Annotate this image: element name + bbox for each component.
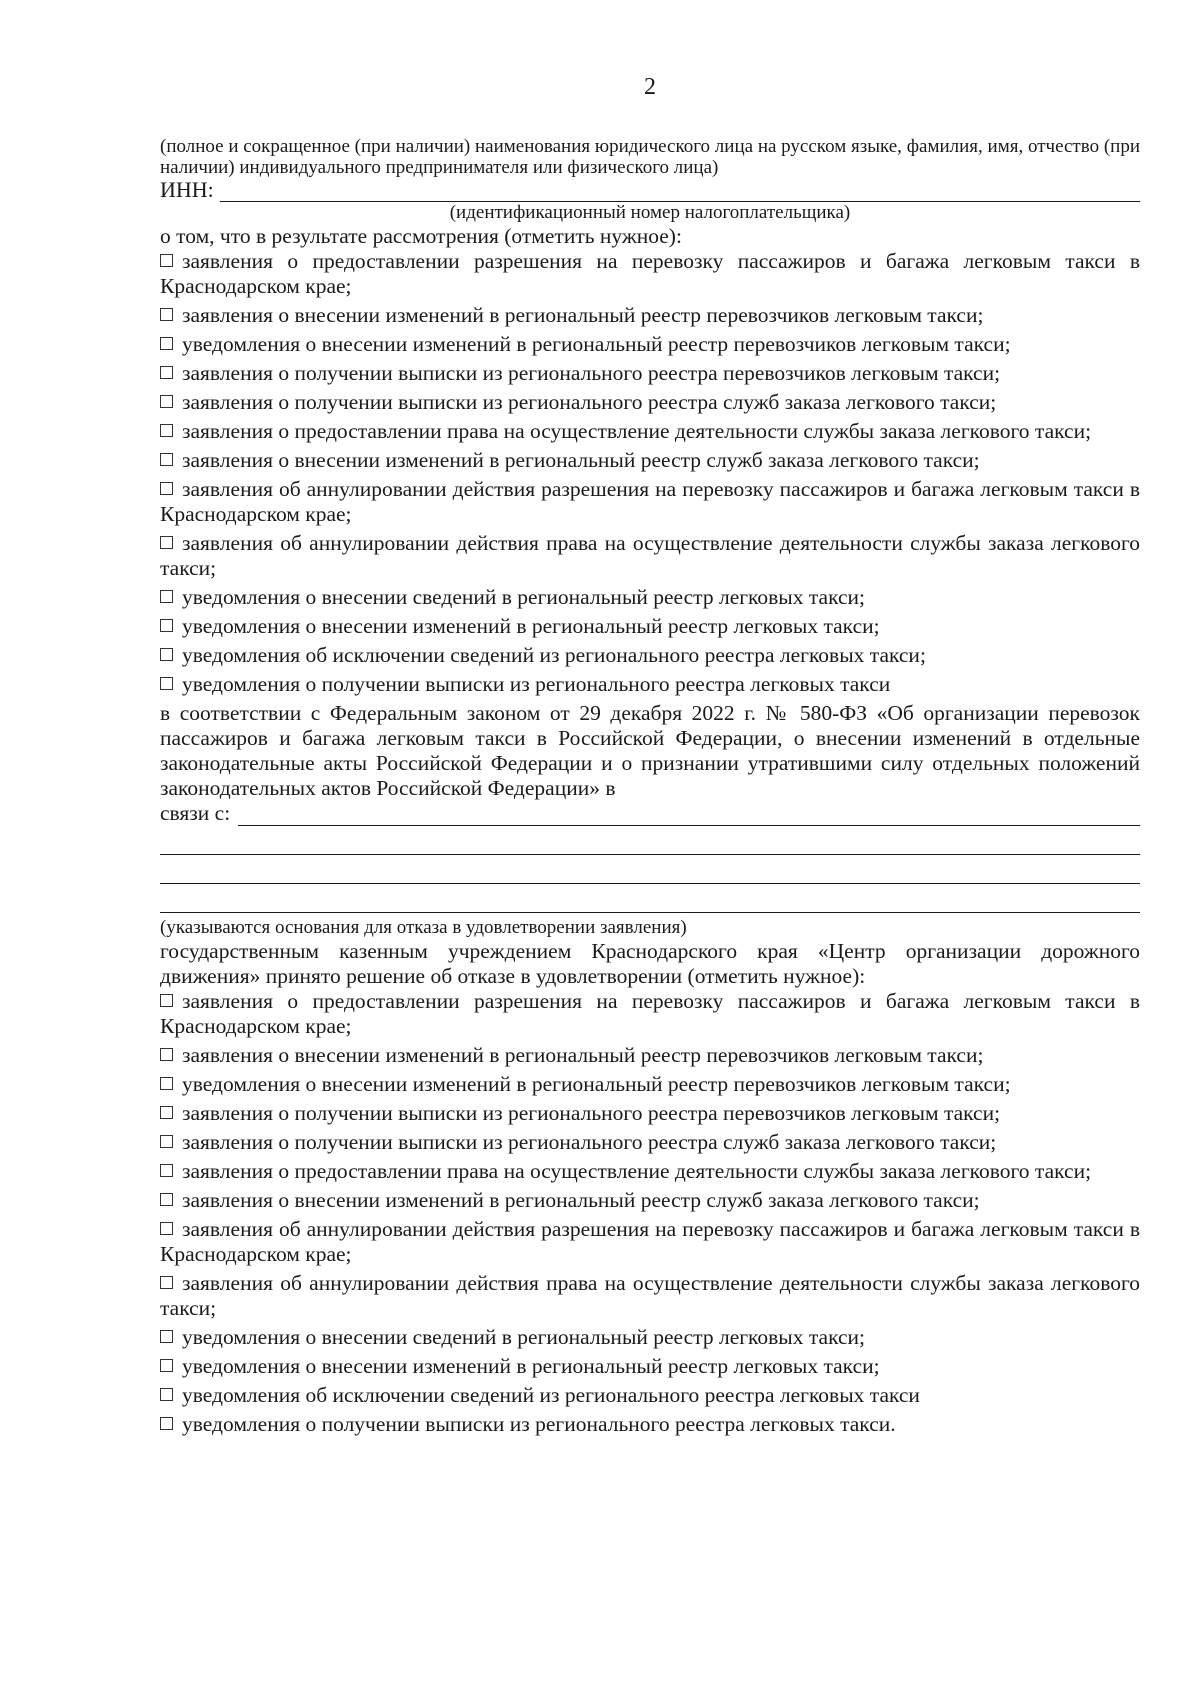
checkbox[interactable]	[160, 677, 173, 690]
checklist-item-text: заявления о внесении изменений в региональный реестр служб заказа легкового такси;	[182, 448, 980, 472]
inn-field[interactable]	[220, 183, 1140, 202]
checklist-item	[160, 1188, 1140, 1213]
checkbox[interactable]	[160, 619, 173, 632]
checkbox[interactable]	[160, 994, 173, 1007]
checklist-item-text: заявления о внесении изменений в региональный реестр перевозчиков легковым такси;	[182, 303, 984, 327]
checkbox[interactable]	[160, 648, 173, 661]
checklist-item	[160, 1130, 1140, 1155]
checklist-item-text: заявления о получении выписки из регионального реестра перевозчиков легковым такси;	[182, 1101, 1001, 1125]
checklist-item	[160, 1072, 1140, 1097]
reason-note: (указываются основания для отказа в удовлетворении заявления)	[160, 917, 687, 938]
checklist-item	[160, 1412, 1140, 1437]
checklist-item-text: заявления о получении выписки из регионального реестра служб заказа легкового такси;	[182, 1130, 997, 1154]
checklist-item	[160, 672, 1140, 697]
checklist-item-text: заявления о предоставлении права на осуществление деятельности службы заказа легкового такси;	[182, 419, 1092, 443]
checklist-item-text: заявления об аннулировании действия разрешения на перевозку пассажиров и багажа легковым такси в Краснодарском крае;	[160, 477, 1140, 526]
checklist-item-text: уведомления о внесении изменений в региональный реестр перевозчиков легковым такси;	[182, 1072, 1011, 1096]
page-number: 2	[644, 74, 656, 100]
checkbox[interactable]	[160, 1359, 173, 1372]
checklist-item	[160, 614, 1140, 639]
checklist-item-text: уведомления об исключении сведений из регионального реестра легковых такси;	[182, 643, 926, 667]
checkbox[interactable]	[160, 1106, 173, 1119]
checklist-item	[160, 1217, 1140, 1267]
checkbox[interactable]	[160, 1276, 173, 1289]
checkbox[interactable]	[160, 1135, 173, 1148]
checkbox[interactable]	[160, 1048, 173, 1061]
checklist-item	[160, 585, 1140, 610]
checklist-item	[160, 419, 1140, 444]
checklist-item-text: заявления о предоставлении разрешения на перевозку пассажиров и багажа легковым такси в Краснодарском крае;	[160, 249, 1140, 298]
checklist-item-text: уведомления о внесении изменений в региональный реестр легковых такси;	[182, 1354, 880, 1378]
decision-text: государственным казенным учреждением Краснодарского края «Центр организации дорожного движения» принято решение об отказе в удовлетворении (отметить нужное):	[160, 939, 1140, 988]
checklist-item-text: заявления о внесении изменений в региональный реестр служб заказа легкового такси;	[182, 1188, 980, 1212]
checkbox[interactable]	[160, 1417, 173, 1430]
checkbox[interactable]	[160, 1388, 173, 1401]
inn-row	[160, 178, 1140, 202]
checklist-item-text: уведомления о внесении сведений в региональный реестр легковых такси;	[182, 585, 866, 609]
checklist-item	[160, 1101, 1140, 1126]
checklist-item	[160, 332, 1140, 357]
reason-field-line-4[interactable]	[160, 884, 1140, 913]
checklist-item	[160, 1271, 1140, 1321]
reason-field-line-1[interactable]	[238, 807, 1140, 826]
checklist-item-text: заявления о предоставлении разрешения на перевозку пассажиров и багажа легковым такси в Краснодарском крае;	[160, 989, 1140, 1038]
checkbox[interactable]	[160, 536, 173, 549]
checkbox[interactable]	[160, 1222, 173, 1235]
checkbox[interactable]	[160, 395, 173, 408]
reason-field-line-3[interactable]	[160, 855, 1140, 884]
checklist-item	[160, 643, 1140, 668]
checklist-item	[160, 477, 1140, 527]
intro-text: о том, что в результате рассмотрения (отметить нужное):	[160, 224, 682, 248]
checklist-item-text: заявления об аннулировании действия права на осуществление деятельности службы заказа легкового такси;	[160, 531, 1140, 580]
applicant-name-note: (полное и сокращенное (при наличии) наименования юридического лица на русском языке, фамилия, имя, отчество (при наличии) индивидуального предпринимателя или физического лица)	[160, 136, 1140, 178]
checklist-item-text: заявления о получении выписки из регионального реестра служб заказа легкового такси;	[182, 390, 997, 414]
checklist-item	[160, 1325, 1140, 1350]
checklist-item-text: заявления об аннулировании действия разрешения на перевозку пассажиров и багажа легковым такси в Краснодарском крае;	[160, 1217, 1140, 1266]
checklist-item	[160, 531, 1140, 581]
reason-label: связи с:	[160, 801, 231, 825]
checklist-item-text: уведомления о получении выписки из регионального реестра легковых такси	[182, 672, 891, 696]
checkbox[interactable]	[160, 366, 173, 379]
checklist-item	[160, 1043, 1140, 1068]
checklist-item	[160, 448, 1140, 473]
reason-row	[160, 801, 1140, 826]
checklist-item-text: уведомления о внесении изменений в региональный реестр легковых такси;	[182, 614, 880, 638]
checklist-item	[160, 989, 1140, 1039]
checklist-item	[160, 1354, 1140, 1379]
checklist-item-text: уведомления о внесении изменений в региональный реестр перевозчиков легковым такси;	[182, 332, 1011, 356]
checklist-item-text: уведомления о внесении сведений в региональный реестр легковых такси;	[182, 1325, 866, 1349]
checkbox[interactable]	[160, 337, 173, 350]
checkbox[interactable]	[160, 590, 173, 603]
checklist-item-text: заявления о предоставлении права на осуществление деятельности службы заказа легкового такси;	[182, 1159, 1092, 1183]
checklist-item-text: уведомления об исключении сведений из регионального реестра легковых такси	[182, 1383, 920, 1407]
checklist-item	[160, 1383, 1140, 1408]
reason-field-line-2[interactable]	[160, 826, 1140, 855]
checklist-item-text: заявления об аннулировании действия права на осуществление деятельности службы заказа легкового такси;	[160, 1271, 1140, 1320]
checklist-item-text: заявления о получении выписки из регионального реестра перевозчиков легковым такси;	[182, 361, 1001, 385]
checkbox[interactable]	[160, 1077, 173, 1090]
checklist-review	[160, 249, 1140, 697]
checklist-item-text: уведомления о получении выписки из регионального реестра легковых такси.	[182, 1412, 896, 1436]
checkbox[interactable]	[160, 424, 173, 437]
checklist-item	[160, 1159, 1140, 1184]
checkbox[interactable]	[160, 482, 173, 495]
inn-label: ИНН:	[160, 177, 214, 202]
checklist-item	[160, 303, 1140, 328]
checklist-item	[160, 390, 1140, 415]
checklist-refusal	[160, 989, 1140, 1437]
checkbox[interactable]	[160, 1193, 173, 1206]
checkbox[interactable]	[160, 453, 173, 466]
inn-caption: (идентификационный номер налогоплательщика)	[449, 202, 851, 223]
checkbox[interactable]	[160, 1164, 173, 1177]
law-reference-text: в соответствии с Федеральным законом от 29 декабря 2022 г. № 580-ФЗ «Об организации перевозок пассажиров и багажа легковым такси в Российской Федерации, о внесении изменений в отдельные законодательные акты Российской Федерации и о признании утратившими силу отдельных положений законодательных актов Российской Федерации» в	[160, 701, 1140, 800]
checkbox[interactable]	[160, 254, 173, 267]
checklist-item	[160, 249, 1140, 299]
checklist-item	[160, 361, 1140, 386]
checkbox[interactable]	[160, 308, 173, 321]
checkbox[interactable]	[160, 1330, 173, 1343]
document-page	[160, 72, 1140, 1441]
checklist-item-text: заявления о внесении изменений в региональный реестр перевозчиков легковым такси;	[182, 1043, 984, 1067]
